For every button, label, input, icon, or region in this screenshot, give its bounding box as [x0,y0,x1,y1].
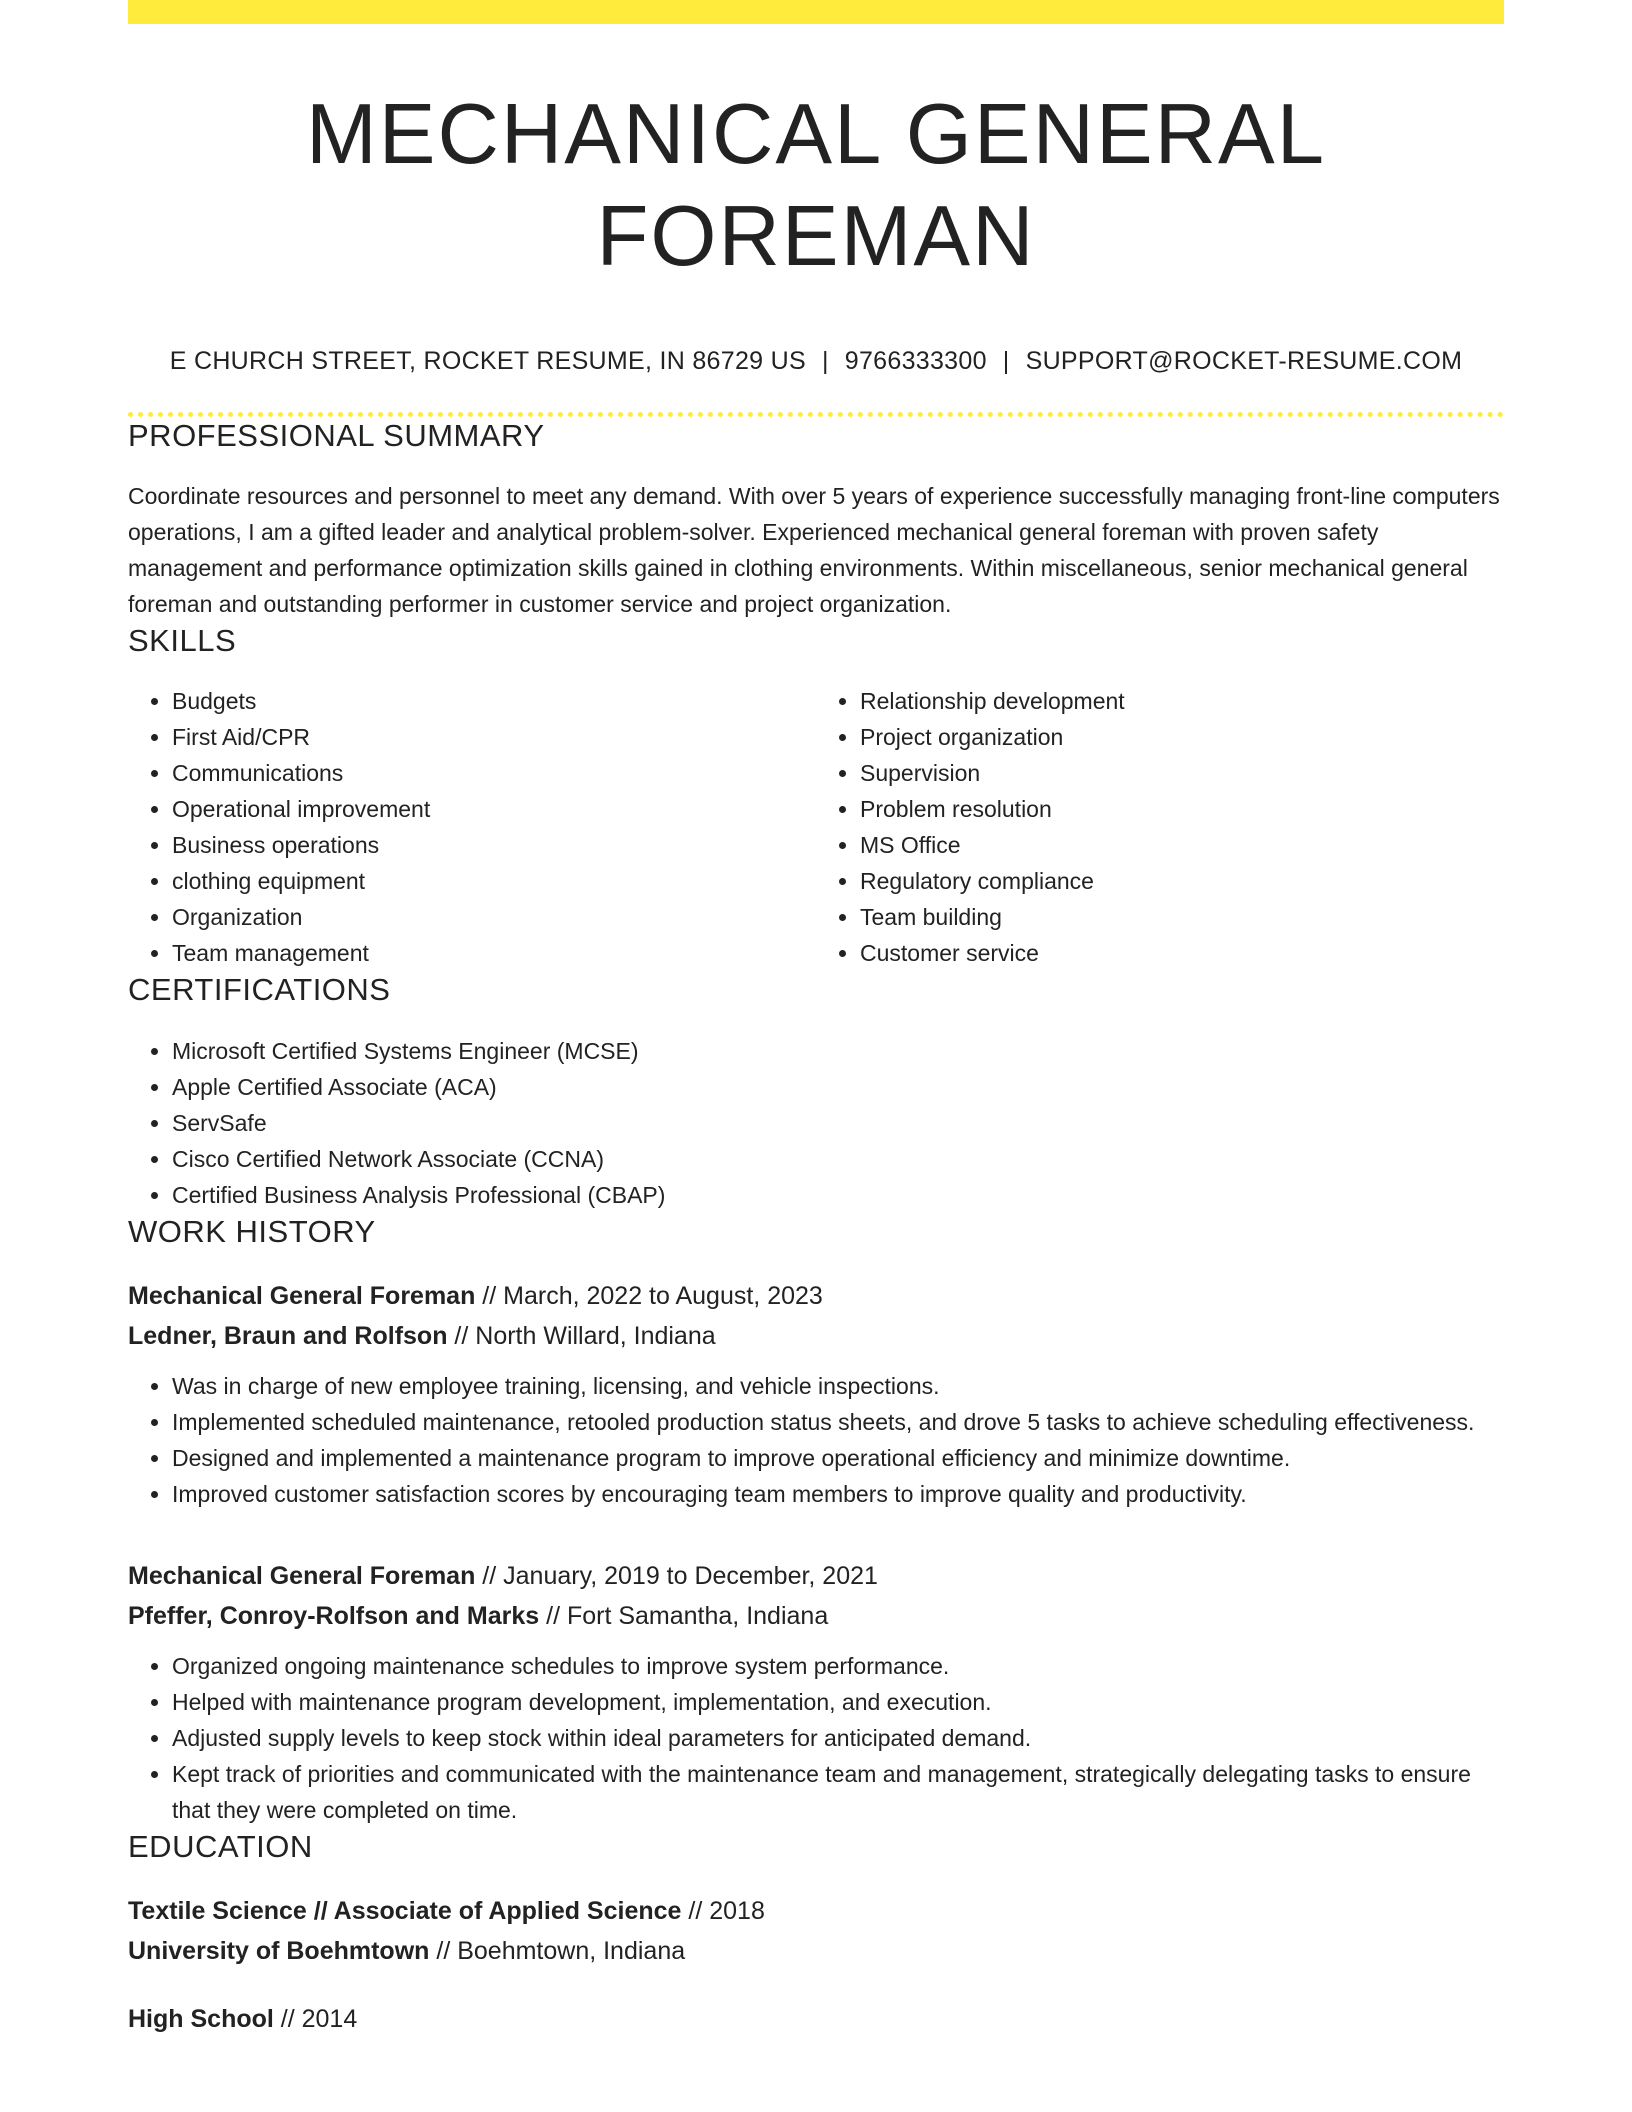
job-entry [128,1276,1504,1512]
certification-item: • Certified Business Analysis Professional (CBAP) [172,1177,1504,1213]
education-degree-line [128,1999,1504,2039]
education-degree-line [128,1891,1504,1931]
skill-item: • Communications [172,755,816,791]
job-role: Mechanical General Foreman [128,1561,476,1590]
job-location: // Fort Samantha, Indiana [539,1601,829,1630]
certification-item: • Microsoft Certified Systems Engineer (MCSE) [172,1033,1504,1069]
job-dates: // March, 2022 to August, 2023 [475,1281,823,1310]
education-entry [128,1891,1504,1971]
job-bullet: • Implemented scheduled maintenance, retooled production status sheets, and drove 5 tasks to achieve scheduling effectiveness. [172,1404,1504,1440]
skills-grid [128,683,1504,971]
education-degree: Textile Science // Associate of Applied Science [128,1896,682,1925]
skills-list-right [816,683,1504,971]
skill-item: • Team management [172,935,816,971]
job-bullet: • Kept track of priorities and communicated with the maintenance team and management, strategically delegating tasks to ensure that they were completed on time. [172,1756,1504,1828]
skill-item: • MS Office [860,827,1504,863]
resume-page [128,0,1504,2039]
job-bullet: • Improved customer satisfaction scores by encouraging team members to improve quality and productivity. [172,1476,1504,1512]
skill-item: • Team building [860,899,1504,935]
contact-separator: | [821,347,829,375]
work-history-heading: WORK HISTORY [128,1213,376,1249]
job-title-line [128,1276,1504,1316]
certifications-list [128,1033,1504,1213]
job-company-line [128,1316,1504,1356]
job-entry [128,1556,1504,1828]
summary-text: Coordinate resources and personnel to meet any demand. With over 5 years of experience successfully managing front-line computers operations, I am a gifted leader and analytical problem-solver. Experienced mechanical general foreman with proven safety management and performance optimization skills gained in clothing environments. Within miscellaneous, senior mechanical general foreman and outstanding performer in customer service and project organization. [128,483,1500,618]
skill-item: • Organization [172,899,816,935]
candidate-name: MECHANICAL GENERAL FOREMAN [305,87,1327,284]
job-company-line [128,1596,1504,1636]
education-year: // 2018 [681,1896,765,1925]
education-year: // 2014 [273,2004,358,2033]
skill-item: • Supervision [860,755,1504,791]
job-dates: // January, 2019 to December, 2021 [475,1561,878,1590]
job-bullets [128,1368,1504,1512]
skill-item: • Customer service [860,935,1504,971]
skills-list-left [128,683,816,971]
skill-item: • Project organization [860,719,1504,755]
skill-item: • Relationship development [860,683,1504,719]
education-heading: EDUCATION [128,1828,313,1864]
skill-item: • Budgets [172,683,816,719]
job-title-line [128,1556,1504,1596]
education-entry [128,1999,1504,2039]
contact-phone: 9766333300 [844,347,987,375]
contact-address: E CHURCH STREET, ROCKET RESUME, IN 86729 US [169,347,806,375]
skill-item: • Business operations [172,827,816,863]
skills-heading: SKILLS [128,623,237,659]
skill-item: • Problem resolution [860,791,1504,827]
contact-line [128,346,1504,376]
job-role: Mechanical General Foreman [128,1281,476,1310]
skill-item: • Operational improvement [172,791,816,827]
certification-item: • Apple Certified Associate (ACA) [172,1069,1504,1105]
job-company: Ledner, Braun and Rolfson [128,1321,448,1350]
certification-item: • Cisco Certified Network Associate (CCNA) [172,1141,1504,1177]
certifications-heading: CERTIFICATIONS [128,972,391,1008]
job-bullet: • Was in charge of new employee training, licensing, and vehicle inspections. [172,1368,1504,1404]
job-bullet: • Designed and implemented a maintenance program to improve operational efficiency and minimize downtime. [172,1440,1504,1476]
education-location: // Boehmtown, Indiana [429,1936,686,1965]
job-bullet: • Helped with maintenance program development, implementation, and execution. [172,1684,1504,1720]
skill-item: • First Aid/CPR [172,719,816,755]
job-location: // North Willard, Indiana [447,1321,716,1350]
education-school: University of Boehmtown [128,1936,430,1965]
summary-heading: PROFESSIONAL SUMMARY [128,418,545,453]
job-bullet: • Adjusted supply levels to keep stock within ideal parameters for anticipated demand. [172,1720,1504,1756]
certification-item: • ServSafe [172,1105,1504,1141]
job-bullets [128,1648,1504,1828]
education-school-line [128,1931,1504,1971]
skill-item: • Regulatory compliance [860,863,1504,899]
contact-separator: | [1002,347,1010,375]
job-company: Pfeffer, Conroy-Rolfson and Marks [128,1601,540,1630]
contact-email: SUPPORT@ROCKET-RESUME.COM [1025,347,1463,375]
education-degree: High School [128,2004,274,2033]
skill-item: • clothing equipment [172,863,816,899]
top-accent-bar [128,0,1504,24]
job-bullet: • Organized ongoing maintenance schedules to improve system performance. [172,1648,1504,1684]
